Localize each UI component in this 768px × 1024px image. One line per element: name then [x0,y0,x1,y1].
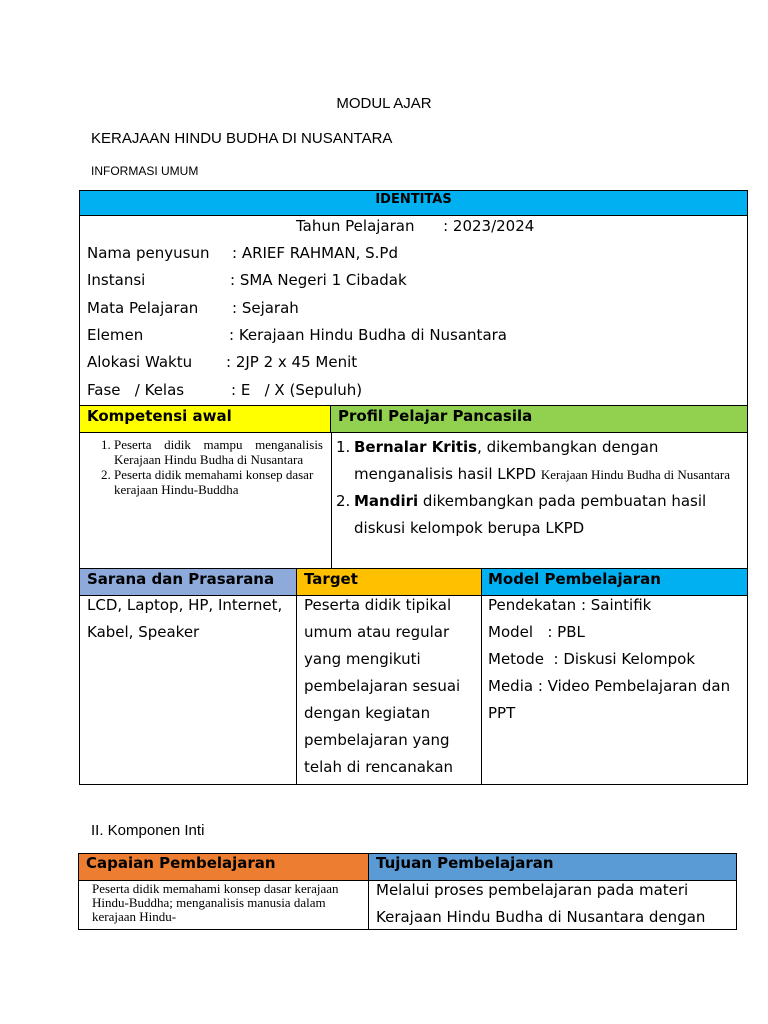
model-header-label: Model Pembelajaran [488,570,661,588]
kompetensi-item: 2. Peserta didik memahami konsep dasar kerajaan Hindu-Buddha [114,467,323,497]
model-line: Metode : Diskusi Kelompok [488,650,696,668]
capaian-header [79,854,369,881]
model-lines [488,592,743,727]
capaian-header-label: Capaian Pembelajaran [86,854,276,872]
identitas-label: Instansi [87,271,146,290]
column-divider [331,433,332,568]
identitas-label: Nama penyusun [87,244,210,262]
profil-item-bold: Mandiri [354,492,419,510]
profil-item-text: , dikembangkan dengan menganalisis hasil LKPD [354,438,659,483]
column-divider [296,596,297,784]
tahun-pelajaran: Tahun Pelajaran : 2023/2024 [296,217,535,235]
komponen-table [78,853,737,930]
profil-header [331,406,747,433]
kompetensi-profil-table [79,405,748,569]
model-line: Pendekatan : Saintifik [488,596,652,614]
document-subtitle: KERAJAAN HINDU BUDHA DI NUSANTARA [91,130,393,147]
sarana-text: LCD, Laptop, HP, Internet, Kabel, Speaker [87,596,283,641]
identitas-value: : Sejarah [232,298,299,317]
column-divider [481,596,482,784]
identitas-table [79,190,748,406]
identitas-value: : ARIEF RAHMAN, S.Pd [232,244,398,262]
identitas-label: Alokasi Waktu [87,353,193,372]
profil-item-text: dikembangkan pada pembuatan hasil diskusi kelompok berupa LKPD [354,492,707,537]
target-text: Peserta didik tipikal umum atau regular yang mengikuti pembelajaran sesuai dengan kegiatan pembelajaran yang telah di rencanakan [304,596,461,776]
tujuan-header-label: Tujuan Pembelajaran [376,854,554,872]
profil-item-bold: Bernalar Kritis [354,438,478,456]
kompetensi-item: 1. Peserta didik mampu menganalisis Kerajaan Hindu Budha di Nusantara [114,437,323,467]
section-informasi-umum: INFORMASI UMUM [91,164,199,178]
kompetensi-header-label: Kompetensi awal [87,407,232,425]
kompetensi-header [80,406,331,433]
identitas-value: : E / X (Sepuluh) [231,380,363,399]
kompetensi-list [86,437,323,497]
column-divider [368,881,369,929]
sarana-target-model-table [79,568,748,785]
komponen-inti-title: II. Komponen Inti [91,822,205,839]
identitas-value: : SMA Negeri 1 Cibadak [230,271,407,290]
profil-header-label: Profil Pelajar Pancasila [338,407,533,425]
identitas-value: : Kerajaan Hindu Budha di Nusantara [229,325,507,344]
sarana-header-label: Sarana dan Prasarana [87,570,275,588]
identitas-label: Fase / Kelas [87,380,185,399]
identitas-label: Mata Pelajaran [87,298,199,317]
profil-list: 1. Bernalar Kritis, dikembangkan dengan menganalisis hasil LKPD Kerajaan Hindu Budha di Nusantara 2. Mandiri dikembangkan pada pembuatan hasil diskusi kelompok berupa LKPD [336,438,731,537]
profil-item-serif: Kerajaan Hindu Budha di Nusantara [540,467,731,482]
target-header-label: Target [304,570,358,588]
identitas-value: : 2JP 2 x 45 Menit [226,353,358,372]
model-line: Model : PBL [488,623,585,641]
identitas-header: IDENTITAS [80,191,747,216]
model-line: Media : Video Pembelajaran dan PPT [488,677,731,722]
tujuan-text: Melalui proses pembelajaran pada materi Kerajaan Hindu Budha di Nusantara dengan [376,881,706,926]
document-title: MODUL AJAR [336,95,432,112]
capaian-text: Peserta didik memahami konsep dasar kerajaan Hindu-Buddha; menganalisis manusia dalam kerajaan Hindu- [92,881,339,924]
identitas-label: Elemen [87,325,144,344]
